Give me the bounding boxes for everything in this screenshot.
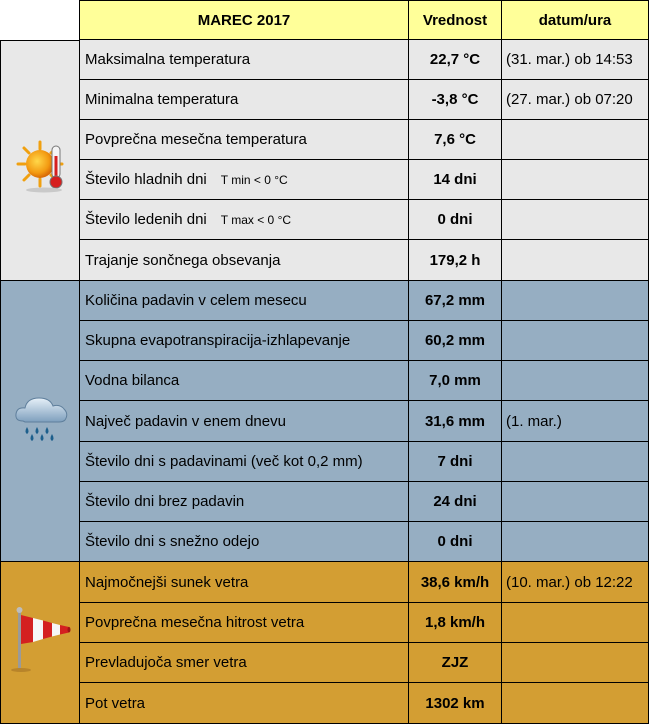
row-label-text: Število dni s padavinami (več kot 0,2 mm): [85, 453, 363, 470]
row-date: [502, 281, 649, 321]
row-label: [79, 80, 409, 120]
header-date-column: datum/ura: [502, 0, 649, 40]
row-date: [502, 643, 649, 683]
row-date: (31. mar.) ob 14:53: [502, 40, 649, 80]
row-value: -3,8 °C: [409, 80, 502, 120]
row-value: 7,6 °C: [409, 120, 502, 160]
row-label-text: Prevladujoča smer vetra: [85, 654, 247, 671]
row-label-text: Število dni brez padavin: [85, 493, 245, 510]
row-label-note: T min < 0 °C: [220, 172, 288, 187]
row-label-text: Maksimalna temperatura: [85, 51, 251, 68]
row-label-text: Število ledenih dni: [85, 211, 207, 228]
row-label: [79, 200, 409, 240]
row-label: [79, 562, 409, 603]
row-date: [502, 683, 649, 724]
row-label-text: Skupna evapotranspiracija-izhlapevanje: [85, 332, 351, 349]
row-value: 14 dni: [409, 160, 502, 200]
row-label-text: Najmočnejši sunek vetra: [85, 573, 249, 591]
row-label: [79, 522, 409, 562]
row-value: ZJZ: [409, 643, 502, 683]
rain-cloud-icon: [13, 393, 71, 448]
row-value: 7,0 mm: [409, 361, 502, 401]
row-label-text: Trajanje sončnega obsevanja: [85, 251, 281, 269]
section-precipitation-icon-cell: [0, 281, 80, 562]
row-label: [79, 160, 409, 200]
row-date: [502, 361, 649, 401]
row-label: [79, 603, 409, 643]
row-label-text: Število dni s snežno odejo: [85, 533, 260, 550]
row-label-text: Pot vetra: [85, 694, 146, 712]
row-value: 0 dni: [409, 200, 502, 240]
row-label: [79, 120, 409, 160]
row-label-text: Vodna bilanca: [85, 372, 180, 389]
row-date: [502, 482, 649, 522]
section-wind-icon-cell: [0, 562, 80, 724]
row-value: 1302 km: [409, 683, 502, 724]
row-date: [502, 120, 649, 160]
row-label: [79, 40, 409, 80]
row-date: [502, 522, 649, 562]
row-label: [79, 401, 409, 442]
row-label: [79, 361, 409, 401]
header-value-column: Vrednost: [409, 0, 502, 40]
row-date: [502, 442, 649, 482]
row-label-text: Minimalna temperatura: [85, 91, 239, 108]
row-label-note: T max < 0 °C: [220, 212, 292, 227]
row-date: (1. mar.): [502, 401, 649, 442]
row-date: [502, 240, 649, 281]
row-date: [502, 160, 649, 200]
row-label-text: Povprečna mesečna temperatura: [85, 131, 307, 148]
row-value: 7 dni: [409, 442, 502, 482]
row-date: [502, 603, 649, 643]
row-date: (10. mar.) ob 12:22: [502, 562, 649, 603]
row-label-text: Največ padavin v enem dnevu: [85, 412, 286, 430]
row-value: 60,2 mm: [409, 321, 502, 361]
row-value: 0 dni: [409, 522, 502, 562]
row-label: [79, 321, 409, 361]
row-value: 179,2 h: [409, 240, 502, 281]
row-label: [79, 281, 409, 321]
row-label-text: Število hladnih dni: [85, 171, 207, 188]
row-value: 1,8 km/h: [409, 603, 502, 643]
row-date: [502, 321, 649, 361]
row-date: (27. mar.) ob 07:20: [502, 80, 649, 120]
row-value: 38,6 km/h: [409, 562, 502, 603]
row-value: 24 dni: [409, 482, 502, 522]
row-value: 22,7 °C: [409, 40, 502, 80]
section-temperature-icon-cell: [0, 40, 80, 281]
header-title: MAREC 2017: [79, 0, 409, 40]
row-label: [79, 683, 409, 724]
row-label-text: Povprečna mesečna hitrost vetra: [85, 614, 305, 631]
row-date: [502, 200, 649, 240]
row-label: [79, 643, 409, 683]
row-value: 67,2 mm: [409, 281, 502, 321]
row-label: [79, 482, 409, 522]
row-label: [79, 240, 409, 281]
row-value: 31,6 mm: [409, 401, 502, 442]
row-label-text: Količina padavin v celem mesecu: [85, 292, 307, 309]
row-label: [79, 442, 409, 482]
windsock-icon: [9, 604, 73, 679]
sun-thermometer-icon: [16, 138, 72, 199]
